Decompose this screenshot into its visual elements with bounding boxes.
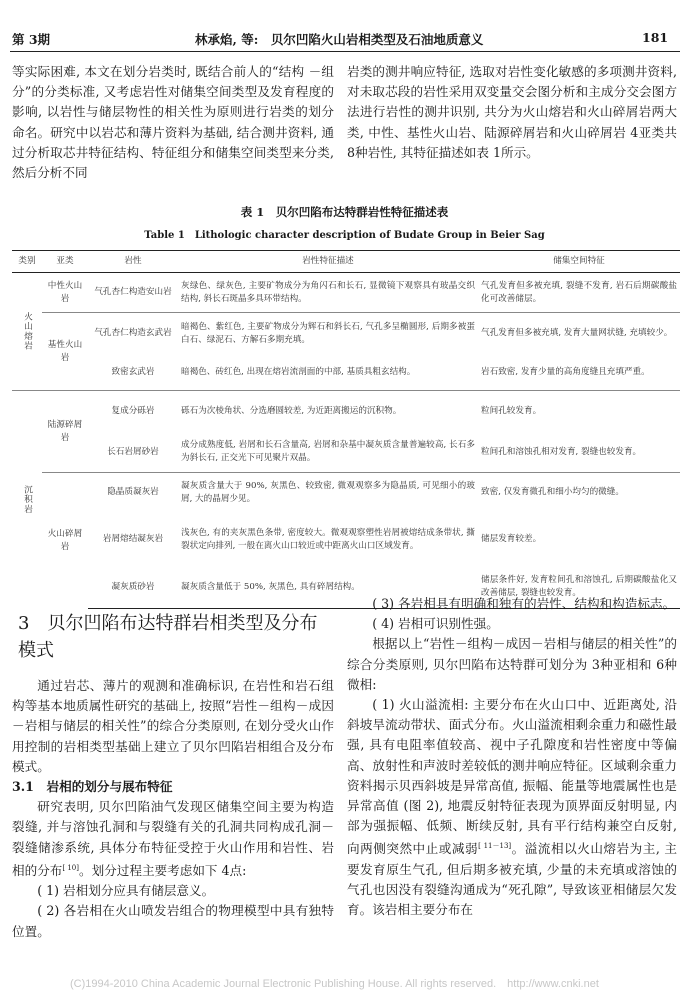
reservoir-cell: 气孔发育但多被充填, 裂缝不发育, 岩石后期碳酸盐化可改善储层。 xyxy=(481,280,677,304)
table-row xyxy=(12,313,680,355)
table-title-cn: 表 1 贝尔凹陷布达特群岩性特征描述表 xyxy=(240,205,449,219)
col-header-lithology: 岩性 xyxy=(88,251,178,273)
table-header-row xyxy=(12,251,680,273)
issue-label: 第 3期 xyxy=(12,32,51,47)
page-number: 181 xyxy=(642,30,669,45)
subclass-pyroclastic: 火山碎屑岩 xyxy=(42,473,88,609)
criterion-1: ( 1) 岩相划分应具有储层意义。 xyxy=(37,883,215,899)
subclass-terrigenous-clastic: 陆源碎屑岩 xyxy=(42,391,88,473)
lithology-cell: 凝灰质砂岩 xyxy=(88,567,178,609)
description-cell: 凝灰质含量大于 90%, 灰黑色、较致密, 微观观察多为隐晶质, 可见细小的玻屑, 大的晶屑少见。 xyxy=(178,473,478,513)
col-header-description: 岩性特征描述 xyxy=(178,251,478,273)
col-header-category: 类别 xyxy=(12,251,42,273)
criterion-4: ( 4) 岩相可识别性强。 xyxy=(372,616,499,632)
paragraph-research xyxy=(12,797,334,881)
criterion-3: ( 3) 各岩相具有明确和独有的岩性、结构和构造标志。 xyxy=(372,596,676,611)
table-row xyxy=(12,513,680,567)
paragraph-research-text: 研究表明, 贝尔凹陷油气发现区储集空间主要为构造裂缝, 并与溶蚀孔洞和与裂缝有关的孔洞共同构成孔洞－裂缝储渗系统, 具体分布特征受控于火山作用和岩性、岩相的分布 xyxy=(12,799,334,879)
description-cell: 浅灰色, 有的夹灰黑色条带, 密度较大。微观观察塑性岩屑被熔结成条带状, 撕裂状定向排列, 一般在离火山口较近或中距离火山口区域发育。 xyxy=(181,527,475,551)
right-body xyxy=(347,594,677,920)
left-body xyxy=(12,676,334,942)
header-rule xyxy=(10,51,680,52)
paragraph-research-tail: 。划分过程主要考虑如下 4点: xyxy=(78,863,247,879)
overflow-facies-text: ( 1) 火山溢流相: 主要分布在火山口中、近距离处, 沿斜坡旱流动带状、面式分布。火山溢流相剩余重力和磁性最强, 具有电阻率值较高、视中子孔隙度和岩性密度中等偏高、放射性和声波时差较低的测井响应特征。区域剩余重力资料揭示贝西斜坡是异常高值, 振幅、能量等地震属性也是异常高值 (图 2), 地震反射特征表现为顶界面反射明显, 内部为强振幅、低频、断续反射, 具有平行结构兼空白反射, 向两侧突然中止或减弱 xyxy=(347,697,677,857)
criterion-2: ( 2) 各岩相在火山喷发岩组合的物理模型中具有独特位置。 xyxy=(12,903,334,939)
col-header-reservoir-space: 储集空间特征 xyxy=(478,251,680,273)
top-right-text: 岩类的测井响应特征, 选取对岩性变化敏感的多项测井资料, 对未取芯段的岩性采用双变量交会图分析和主成分交会图方法进行岩性的测井识别, 共分为火山熔岩和火山碎屑岩两大类, 中性、基性火山岩、陆源碎屑岩和火山碎屑岩 4亚类共 8种岩性, 其特征描述如表 1所示。 xyxy=(347,64,677,160)
table-row xyxy=(12,273,680,313)
description-cell: 砾石为次棱角状、分选磨圆较差, 为近距离搬运的沉积物。 xyxy=(178,391,478,433)
col-header-subclass: 亚类 xyxy=(42,251,88,273)
subclass-basic-volcanic: 基性火山岩 xyxy=(42,313,88,391)
subsection-heading: 3.1 岩相的划分与展布特征 xyxy=(12,779,173,795)
reservoir-cell: 致密, 仅发育微孔和细小均匀的微缝。 xyxy=(478,473,680,513)
description-cell: 暗褐色、紫红色, 主要矿物成分为辉石和斜长石, 气孔多呈椭圆形, 后期多被蛋白石、绿泥石、方解石多期充填。 xyxy=(178,313,478,355)
reservoir-cell: 岩石致密, 发育少量的高角度缝且充填严重。 xyxy=(481,366,650,377)
subclass-neutral-volcanic: 中性火山岩 xyxy=(47,280,83,304)
reservoir-cell: 储层条件好, 发育粒间孔和溶蚀孔, 后期碳酸盐化又改善储层, 裂缝也较发育。 xyxy=(478,567,680,609)
table-row xyxy=(12,355,680,391)
lithology-table xyxy=(12,250,680,609)
overflow-facies-tail: 。溢流相以火山熔岩为主, 主要发育原生气孔, 但后期多被充填, 少量的未充填或溶蚀的气孔也因没有裂缝沟通成为“死孔隙”, 导致该亚相储层欠发育。该岩相主要分布在 xyxy=(347,841,677,918)
category-sedimentary: 沉积岩 xyxy=(22,485,33,515)
lithology-cell: 气孔杏仁构造玄武岩 xyxy=(88,313,178,355)
table-row xyxy=(12,433,680,473)
top-left-paragraph xyxy=(12,62,334,183)
lithology-cell: 气孔杏仁构造安山岩 xyxy=(94,287,172,297)
reservoir-cell: 粒间孔和溶蚀孔相对发育, 裂缝也较发育。 xyxy=(481,446,642,457)
classification-paragraph: 根据以上“岩性－组构－成因－岩相与储层的相关性”的综合分类原则, 贝尔凹陷布达特群可划分为 3种亚相和 6种微相: xyxy=(347,636,677,692)
section-intro: 通过岩芯、薄片的观测和准确标识, 在岩性和岩石组构等基本地质属性研究的基础上, 按照“岩性－组构－成因－岩相与储层的相关性”的综合分类原则, 在划分受火山作用控制的岩相类型基础上建立了贝尔凹陷岩相组合及分布模式。 xyxy=(12,678,334,774)
reservoir-cell: 储层发育较差。 xyxy=(481,534,542,544)
lithology-cell: 隐晶质凝灰岩 xyxy=(88,473,178,513)
lithology-cell: 岩屑熔结凝灰岩 xyxy=(102,534,164,544)
table-title-en: Table 1 Lithologic character description of Budate Group in Beier Sag xyxy=(144,230,545,241)
description-cell: 暗褐色、砖红色, 出现在熔岩流剖面的中部, 基质具粗玄结构。 xyxy=(181,366,416,377)
description-cell: 成分成熟度低, 岩屑和长石含量高, 岩屑和杂基中凝灰质含量普遍较高, 长石多为斜长石, 正交光下可见聚片双晶。 xyxy=(181,440,475,464)
copyright-watermark: (C)1994-2010 China Academic Journal Electronic Publishing House. All rights reserved. http://www.cnki.net xyxy=(70,978,599,990)
citation-ref: [ 10] xyxy=(62,863,79,872)
section-heading: 3 贝尔凹陷布达特群岩相类型及分布模式 xyxy=(18,613,318,661)
running-title: 林承焰, 等: 贝尔凹陷火山岩相类型及石油地质意义 xyxy=(195,32,484,47)
citation-ref: [ 11－13] xyxy=(478,842,512,851)
lithology-cell: 长石岩屑砂岩 xyxy=(107,446,159,457)
lithology-cell: 致密玄武岩 xyxy=(111,366,155,377)
description-cell: 灰绿色、绿灰色, 主要矿物成分为角闪石和长石, 显微镜下观察具有玻晶交织结构, 斜长石斑晶多具环带结构。 xyxy=(181,280,475,304)
overflow-facies-paragraph xyxy=(347,695,677,920)
lithology-cell: 复成分砾岩 xyxy=(88,391,178,433)
category-cell xyxy=(12,273,42,391)
reservoir-cell: 气孔发育但多被充填, 发育大量网状缝, 充填较少。 xyxy=(478,313,680,355)
reservoir-cell: 粒间孔较发育。 xyxy=(478,391,680,433)
category-volcanic-lava: 火山熔岩 xyxy=(22,312,33,351)
category-cell xyxy=(12,391,42,609)
description-cell: 凝灰质含量低于 50%, 灰黑色, 具有碎屑结构。 xyxy=(178,567,478,609)
top-right-paragraph xyxy=(347,62,677,163)
top-left-text: 等实际困难, 本文在划分岩类时, 既结合前人的“结构 －组分”的分类标准, 又考虑岩性对储集空间类型及发育程度的影响, 以岩性与储层物性的相关性为原则进行岩类的划分命名。研究中以岩芯和薄片资料为基础, 结合测井资料, 通过分析取芯井特征结构、特征组分和储集空间类型来分类, 然后分析不同 xyxy=(12,64,334,181)
table-row xyxy=(12,391,680,433)
table-row xyxy=(12,473,680,513)
